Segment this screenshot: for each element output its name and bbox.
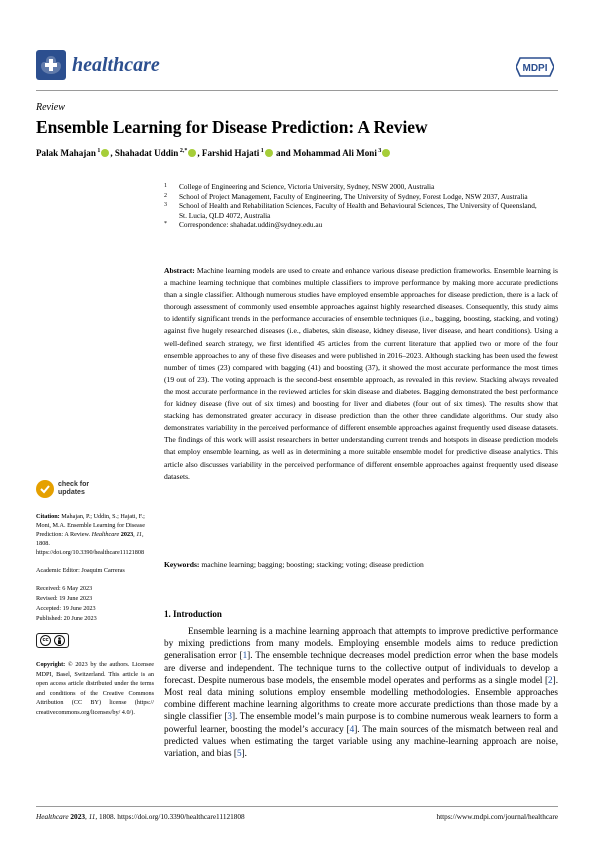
- citation-reference-link[interactable]: 3: [227, 711, 232, 722]
- author-affiliation-marker: 2,*: [178, 148, 188, 154]
- date-revised: Revised: 19 June 2023: [36, 595, 93, 602]
- affiliation-item: [164, 201, 544, 220]
- article-title: Ensemble Learning for Disease Prediction: A Review: [36, 117, 428, 137]
- date-received: Received: 6 May 2023: [36, 585, 93, 592]
- check-updates-icon: [36, 480, 54, 498]
- citation-volume: 11: [136, 531, 142, 538]
- author-separator: ,: [197, 148, 202, 158]
- author-name: Mohammad Ali Moni: [292, 148, 377, 158]
- orcid-icon[interactable]: [101, 149, 109, 157]
- affiliation-number: 1: [164, 183, 167, 189]
- footer-volume: 11: [88, 812, 96, 821]
- footer-year: 2023: [70, 812, 85, 821]
- citation-reference-link[interactable]: 5: [236, 748, 242, 759]
- academic-editor: Academic Editor: Joaquim Carreras: [36, 567, 125, 574]
- author-affiliation-marker: 1: [259, 148, 264, 154]
- introduction-text: Ensemble learning is a machine learning approach that attempts to improve predictive performance by mixing predictions from many models. Employing ensemble models aims to reduce prediction generalisation error [: [164, 626, 558, 661]
- footer-rule: [36, 806, 558, 807]
- citation-reference-link[interactable]: 4: [349, 723, 355, 734]
- footer-journal: Healthcare: [36, 812, 69, 821]
- header-rule: [36, 90, 558, 91]
- sidebar: [36, 512, 154, 718]
- orcid-icon[interactable]: [188, 149, 196, 157]
- affiliations: [164, 182, 544, 230]
- footer-doi[interactable]: , 1808. https://doi.org/10.3390/healthcare11121808: [95, 812, 245, 821]
- keywords: [164, 560, 558, 569]
- introduction-text: ]. The ensemble model’s main purpose is to combine numerous weak learners to form a powerful learner, boosting the model’s accuracy [: [164, 711, 559, 734]
- affiliation-number: 2: [164, 192, 167, 199]
- citation-reference-link[interactable]: 2: [548, 674, 553, 685]
- copyright-text: © 2023 by the authors. Licensee MDPI, Basel, Switzerland. This article is an open access article distributed under the terms and conditions of the Creative Commons Attribution (CC BY) license (https:// creativecommons.org/licenses/by/ 4.0/).: [36, 661, 154, 716]
- affiliation-number: 3: [164, 202, 167, 209]
- abstract-text: Machine learning models are used to create and enhance various disease prediction frameworks. Ensemble learning is a machine learning technique that combines multiple classifiers to improve performance by making more accurate predictions than a single classifier. Although numerous studies have employed ensemble approaches for disease prediction, there is a lack of thorough assessment of commonly used ensemble approaches against highly researched diseases. Consequently, this study aims to identify significant trends in the performance accuracies of ensemble techniques (i.e., bagging, boosting, stacking, and voting) against five hugely researched diseases (i.e., diabetes, skin disease, kidney disease, liver disease, and heart conditions). Using a well-defined search strategy, we first identified 45 articles from the current literature that applied two or more of the four ensemble approaches to any of these five diseases and were published in 2016–2023. Although stacking has been used the fewest number of times (23) compared with bagging (41) and boosting (37), it showed the most accurate performance the most times (19 out of 23). The voting approach is the second-best ensemble approach, as revealed in this review. Stacking always revealed the most accurate performance in the reviewed articles for skin disease and diabetes. Bagging demonstrated the best performance for kidney disease (five out of six times) and boosting for liver and diabetes (four out of six times). The results show that stacking has demonstrated greater accuracy in disease prediction than the other three candidate algorithms. Our study also demonstrates variability in the perceived performance of different ensemble approaches against frequently used disease datasets. The findings of this work will assist researchers in better understanding current trends and hotspots in disease prediction models that employ ensemble learning, as well as in determining a more suitable ensemble model for predictive disease analytics. This article also discusses variability in the perceived performance of different ensemble approaches against frequently used disease datasets.: [164, 266, 558, 481]
- mdpi-logo[interactable]: [516, 56, 554, 78]
- affiliation-text: College of Engineering and Science, Victoria University, Sydney, NSW 2000, Australia: [179, 182, 435, 191]
- orcid-icon[interactable]: [382, 149, 390, 157]
- footer-journal-url[interactable]: https://www.mdpi.com/journal/healthcare: [436, 812, 558, 821]
- author-name: Palak Mahajan: [36, 148, 96, 158]
- citation: Citation: Mahajan, P.; Uddin, S.; Hajati, F.; Moni, M.A. Ensemble Learning for Disease Prediction: A Review. Healthcare 2023, 11, 1808. https://doi.org/10.3390/healthcare11121808: [36, 513, 145, 556]
- citation-pages[interactable]: , 1808. https://doi.org/10.3390/healthcare11121808: [36, 531, 145, 556]
- author-affiliation-marker: 1: [95, 148, 101, 154]
- citation-label: Citation:: [36, 513, 60, 520]
- affiliation-item: [164, 192, 544, 202]
- citation-reference-link[interactable]: 1: [242, 650, 248, 661]
- introduction-text: ]. The main sources of the mismatch between real and predicted values when estimating the target variable using any machine-learning approach are noise, variation, and bias [: [164, 723, 558, 759]
- affiliation-item: [164, 220, 544, 230]
- author-name: Farshid Hajati: [201, 148, 260, 158]
- citation-year: 2023: [120, 531, 134, 538]
- affiliation-text: Correspondence: shahadat.uddin@sydney.edu.au: [179, 220, 323, 230]
- author-list: [36, 148, 391, 158]
- affiliation-text: School of Health and Rehabilitation Sciences, Faculty of Health and Behavioural Sciences, The University of Queensland, St. Lucia, QLD 4072, Australia: [179, 201, 537, 220]
- keywords-text: machine learning; bagging; boosting; stacking; voting; disease prediction: [201, 560, 424, 569]
- date-published: Published: 20 June 2023: [36, 615, 97, 622]
- citation-text: Mahajan, P.; Uddin, S.; Hajati, F.; Moni, M.A. Ensemble Learning for Disease Prediction: A Review.: [36, 513, 145, 538]
- copyright-label: Copyright:: [36, 661, 66, 668]
- footer-citation: Healthcare 2023, 11, 1808. https://doi.org/10.3390/healthcare11121808: [36, 812, 245, 821]
- article-type: Review: [36, 102, 65, 113]
- affiliation-text: School of Project Management, Faculty of Engineering, The University of Sydney, Forest Lodge, NSW 2037, Australia: [179, 191, 528, 201]
- cc-icon: cc: [40, 635, 51, 646]
- author-separator: and: [273, 148, 293, 158]
- author-separator: ,: [110, 148, 115, 158]
- author-name: Shahadat Uddin: [114, 148, 179, 158]
- abstract-label: Abstract:: [164, 266, 195, 275]
- affiliation-number: *: [164, 221, 167, 228]
- abstract: [164, 265, 558, 483]
- introduction-text: ]. Most real data mining solutions employ ensemble modelling methodologies. Ensemble approaches combine different machine learning algorithms to create more accurate predictions than those made by a single classifier [: [164, 674, 558, 722]
- author-affiliation-marker: 3: [376, 148, 382, 154]
- date-accepted: Accepted: 19 June 2023: [36, 605, 96, 612]
- introduction-text: ].: [241, 748, 247, 759]
- citation-journal: Healthcare: [91, 531, 120, 538]
- by-person-icon: [54, 635, 65, 646]
- introduction-text: ]. The ensemble technique decreases model prediction error when the base models are diverse and independent. The technique turns to the collective output of individuals to develop a forecast. Despite numerous base models, the ensemble model operates and performs as a single model [: [164, 650, 558, 685]
- journal-logo[interactable]: [36, 50, 160, 80]
- copyright-notice: [36, 660, 154, 718]
- introduction-paragraph: [164, 625, 558, 759]
- article-dates: [36, 584, 154, 624]
- mdpi-logo-text: MDPI: [522, 63, 548, 74]
- journal-name: healthcare: [72, 53, 160, 76]
- orcid-icon[interactable]: [265, 149, 273, 157]
- check-for-updates-badge[interactable]: [36, 480, 89, 498]
- keywords-label: Keywords:: [164, 560, 200, 569]
- check-updates-line-2: updates: [58, 489, 85, 496]
- journal-logo-icon: [36, 50, 66, 80]
- section-heading-introduction: 1. Introduction: [164, 609, 222, 619]
- check-updates-line-1: check for: [58, 481, 90, 488]
- affiliation-item: [164, 182, 544, 192]
- cc-by-license-icon[interactable]: [36, 633, 69, 648]
